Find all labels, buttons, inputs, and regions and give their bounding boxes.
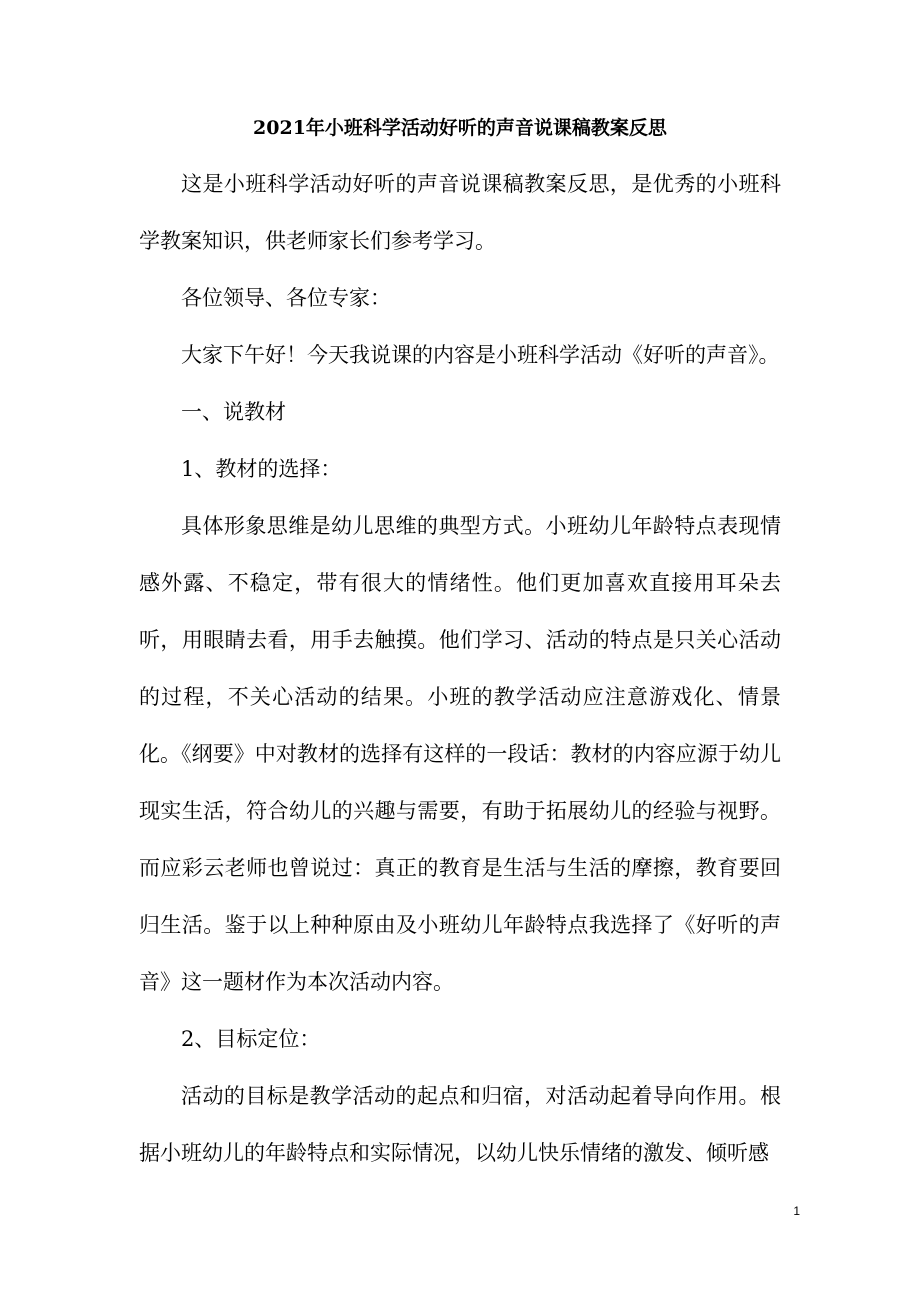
paragraph-material-choice: 具体形象思维是幼儿思维的典型方式。小班幼儿年龄特点表现情感外露、不稳定，带有很大的情绪性。他们更加喜欢直接用耳朵去听，用眼睛去看，用手去触摸。他们学习、活动的特点是只关心活动的过程，不关心活动的结果。小班的教学活动应注意游戏化、情景化。《纲要》中对教材的选择有这样的一段话：教材的内容应源于幼儿现实生活，符合幼儿的兴趣与需要，有助于拓展幼儿的经验与视野。而应彩云老师也曾说过：真正的教育是生活与生活的摩擦，教育要回归生活。鉴于以上种种原由及小班幼儿年龄特点我选择了《好听的声音》这一题材作为本次活动内容。 xyxy=(139,514,781,994)
paragraph-goal-positioning: 活动的目标是教学活动的起点和归宿，对活动起着导向作用。根据小班幼儿的年龄特点和实际情况，以幼儿快乐情绪的激发、倾听感 xyxy=(139,1084,781,1165)
paragraph-greeting: 大家下午好！今天我说课的内容是小班科学活动《好听的声音》。 xyxy=(181,343,780,367)
subheading-goal-positioning: 2、目标定位： xyxy=(181,1027,321,1051)
subheading-material-choice: 1、教材的选择： xyxy=(181,457,342,481)
page-number: 1 xyxy=(793,1204,800,1218)
document-body xyxy=(139,156,781,1182)
paragraph-intro: 这是小班科学活动好听的声音说课稿教案反思，是优秀的小班科学教案知识，供老师家长们参考学习。 xyxy=(139,172,781,253)
paragraph-salutation: 各位领导、各位专家： xyxy=(181,286,391,310)
section-heading-textbook: 一、说教材 xyxy=(181,400,286,424)
document-title: 2021年小班科学活动好听的声音说课稿教案反思 xyxy=(253,117,667,139)
